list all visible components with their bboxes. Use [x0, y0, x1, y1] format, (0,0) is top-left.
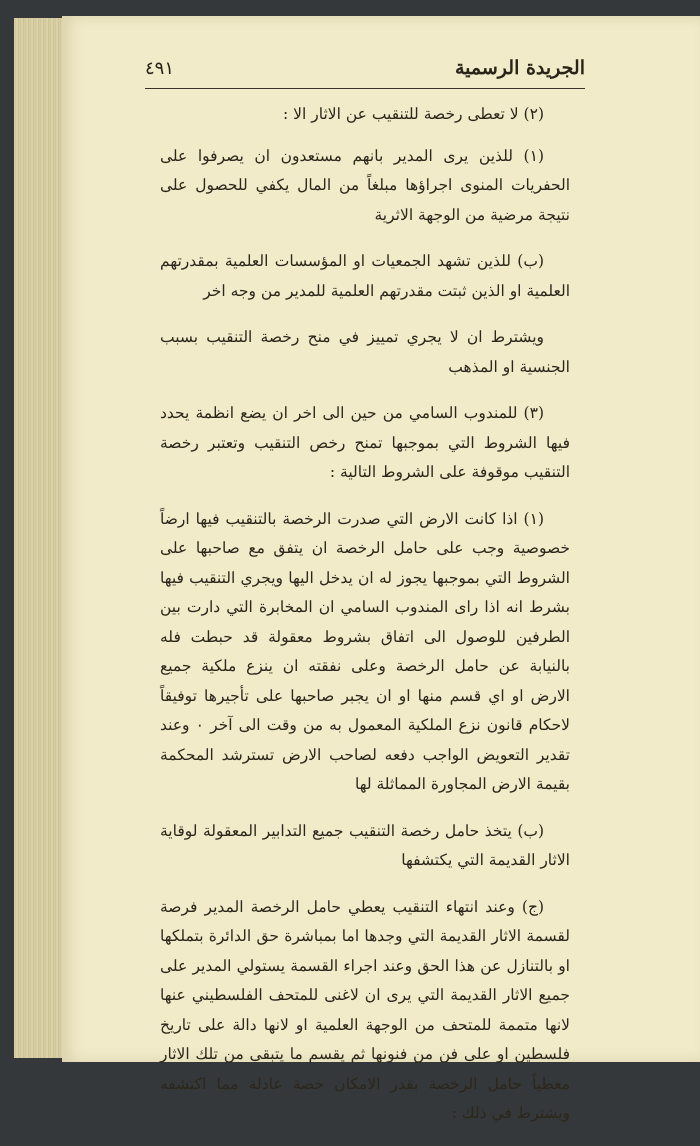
- paragraph-3: (٣) للمندوب السامي من حين الى اخر ان يضع انظمة يحدد فيها الشروط التي بموجبها تمنح رخص التنقيب وتعتبر رخصة التنقيب موقوفة على الشروط التالية :: [160, 404, 570, 481]
- paragraph-2-heading: (٢) لا تعطى رخصة للتنقيب عن الاثار الا :: [283, 105, 544, 123]
- running-header: [145, 57, 585, 79]
- book-page-edges: [14, 18, 65, 1058]
- page-number: ٤٩١: [145, 58, 175, 79]
- document-body: [160, 100, 570, 1146]
- paragraph-3-b: (ب) يتخذ حامل رخصة التنقيب جميع التدابير المعقولة لوقاية الاثار القديمة التي يكتشفها: [160, 821, 570, 869]
- paragraph-2-b: (ب) للذين تشهد الجمعيات او المؤسسات العلمية بمقدرتهم العلمية او الذين ثبتت مقدرتهم العلمية للمدير من وجه اخر: [160, 252, 570, 300]
- paragraph-2-proviso: ويشترط ان لا يجري تمييز في منح رخصة التنقيب بسبب الجنسية او المذهب: [160, 328, 570, 376]
- paragraph-3-a: (١) اذا كانت الارض التي صدرت الرخصة بالتنقيب فيها ارضاً خصوصية وجب على حامل الرخصة ان يتفق مع صاحبها على الشروط التي بموجبها يجوز له ان يدخل اليها ويجري التنقيب فيها بشرط انه اذا راى المندوب السامي ان المخابرة التي دارت بين الطرفين للوصول الى اتفاق بشروط معقولة قد حبطت فله بالنيابة عن حامل الرخصة وعلى نفقته ان ينزع ملكية جميع الارض او اي قسم منها او ان يجبر صاحبها على تأجيرها توفيقاً لاحكام قانون نزع الملكية المعمول به من وقت الى آخر ٠ وعند تقدير التعويض الواجب دفعه لصاحب الارض تسترشد المحكمة بقيمة الارض المجاورة المماثلة لها: [160, 509, 570, 793]
- paragraph-2-a: (١) للذين يرى المدير بانهم مستعدون ان يصرفوا على الحفريات المنوى اجراؤها مبلغاً من المال يكفي للحصول على نتيجة مرضية من الوجهة الاثرية: [160, 146, 570, 224]
- header-rule: [145, 88, 585, 89]
- paragraph-3-c: (ج) وعند انتهاء التنقيب يعطي حامل الرخصة المدير فرصة لقسمة الاثار القديمة التي وجدها اما بمباشرة حق الدائرة بتملكها او بالتنازل عن هذا الحق وعند اجراء القسمة يستولي المدير على جميع الاثار القديمة التي يرى ان لاغنى للمتحف الفلسطيني عنها لانها متممة للمتحف من الوجهة العلمية او لانها دالة على تاريخ فلسطين او على فن من فنونها ثم يقسم ما يتبقى من تلك الاثار معطياً حامل الرخصة بقدر الامكان حصة عادلة مما اكتشفه ويشترط في ذلك :: [160, 897, 570, 1122]
- journal-title: الجريدة الرسمية: [454, 57, 585, 79]
